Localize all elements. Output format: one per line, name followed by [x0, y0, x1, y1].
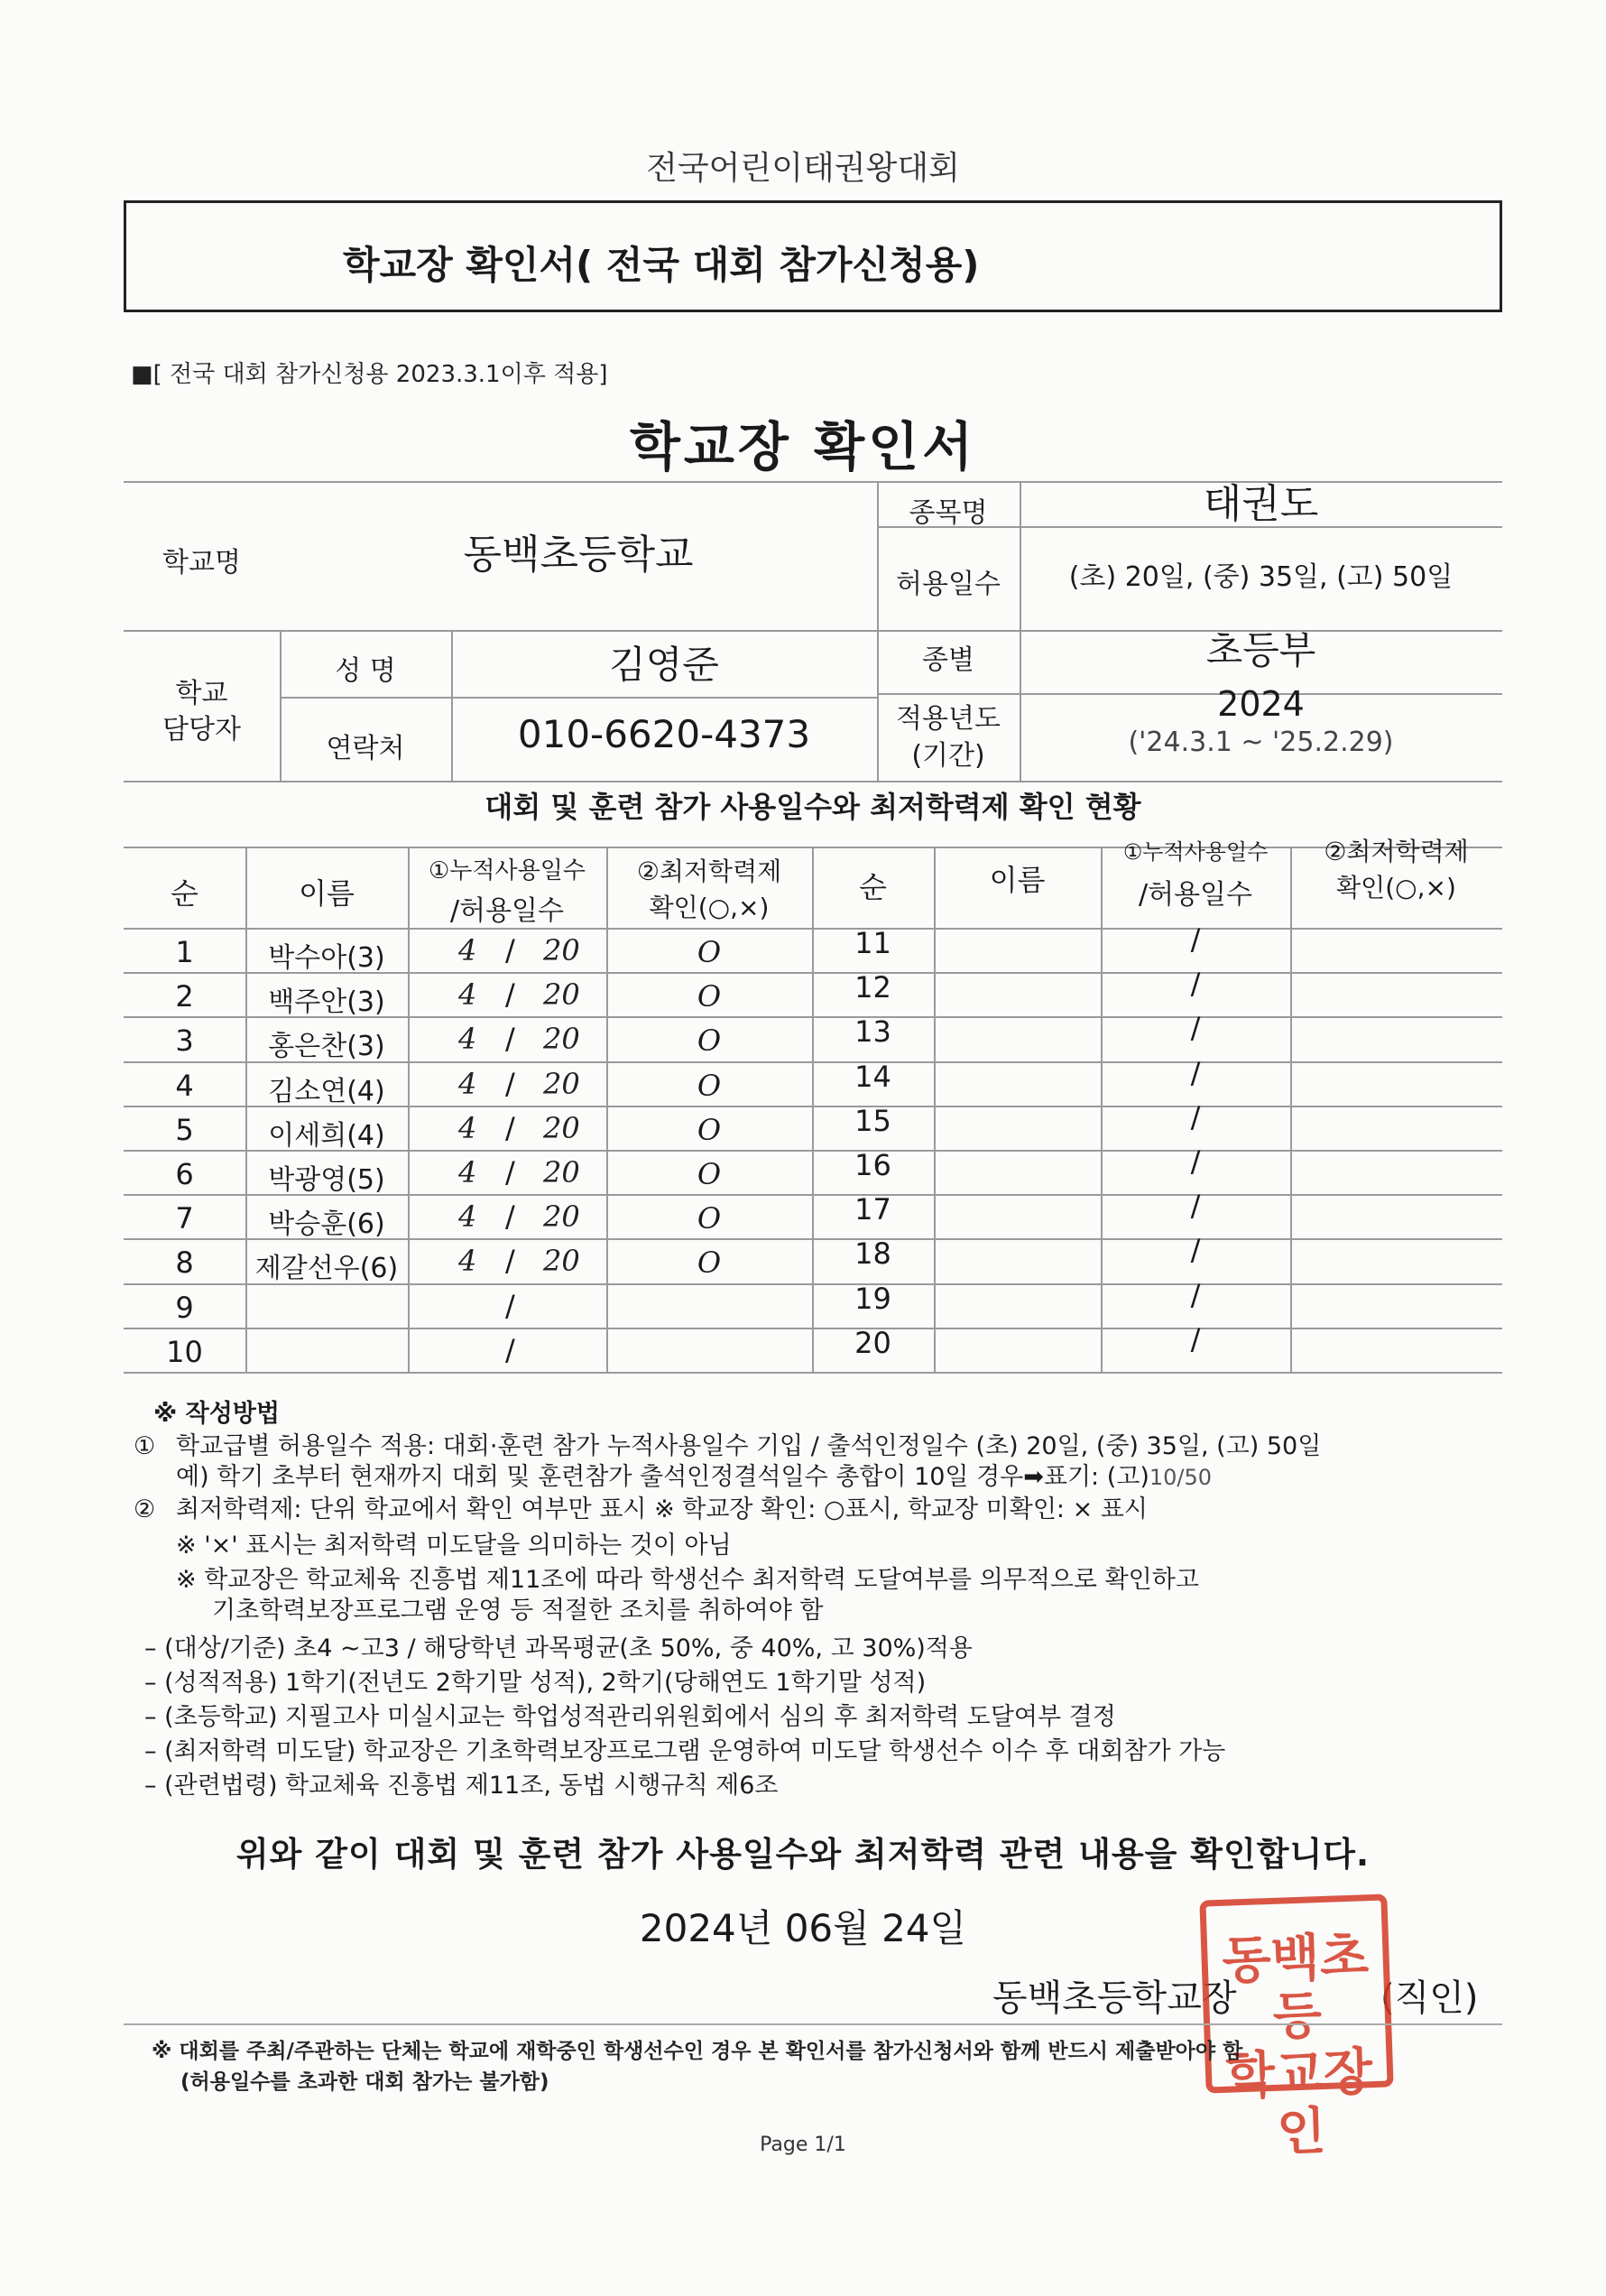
check-mark: O [697, 1068, 722, 1103]
header-name-left: 이름 [299, 876, 355, 911]
used-days: 4 [458, 1110, 477, 1145]
note-1-mark: ① [134, 1432, 156, 1460]
slash-mark: / [505, 1199, 515, 1235]
form-title: 학교장 확인서 [629, 416, 977, 477]
year-value: 2024 [1217, 684, 1305, 724]
row-number: 11 [854, 926, 891, 960]
year-label-1: 적용년도 [896, 703, 1001, 735]
used-days: 4 [458, 1155, 477, 1190]
header-check-2-left: 확인(○,×) [649, 893, 770, 922]
note-2-line-4: 기초학력보장프로그램 운영 등 적절한 조치를 취하여야 함 [212, 1597, 824, 1625]
allowed-days: 20 [543, 1155, 580, 1190]
note-2-line-3: ※ 학교장은 학교체육 진흥법 제11조에 따라 학생선수 최저학력 도달여부를 의무적으로 확인하고 [176, 1566, 1199, 1594]
confirm-date: 2024년 06월 24일 [639, 1906, 967, 1950]
manager-label-1: 학교 [175, 678, 228, 709]
sport-label: 종목명 [909, 497, 988, 529]
row-number: 18 [854, 1236, 891, 1272]
school-value: 동백초등학교 [463, 532, 694, 578]
slash-mark: / [505, 1022, 515, 1057]
status-title: 대회 및 훈련 참가 사용일수와 최저학력제 확인 현황 [485, 790, 1141, 824]
used-days: 4 [458, 933, 477, 967]
row-number: 7 [175, 1201, 194, 1236]
note-1-line-2b: 표기: (고) [1043, 1463, 1149, 1491]
slash-mark: / [1190, 1189, 1201, 1224]
slash-mark: / [505, 977, 515, 1013]
note-1-line-2-text: 예) 학기 초부터 현재까지 대회 및 훈련참가 출석인정결석일수 총합이 10일 경우 [176, 1463, 1024, 1491]
manager-label-2: 담당자 [162, 714, 241, 745]
check-mark: O [697, 1157, 722, 1191]
detail-5: – (관련법령) 학교체육 진흥법 제11조, 동법 시행규칙 제6조 [144, 1772, 779, 1800]
allowed-days: 20 [543, 1066, 580, 1101]
row-number: 10 [166, 1334, 203, 1369]
signer-name: 동백초등학교장 [992, 1977, 1237, 2019]
slash-mark: / [505, 1332, 515, 1367]
category-label: 종별 [922, 644, 974, 676]
name-label: 성 명 [335, 655, 396, 687]
slash-mark: / [505, 933, 515, 967]
slash-mark: / [505, 1110, 515, 1145]
seal-label: (직인) [1380, 1977, 1479, 2019]
slash-mark: / [505, 1288, 515, 1323]
subtitle-note: ■[ 전국 대회 참가신청용 2023.3.1이후 적용] [131, 361, 608, 388]
footer-note-1: ※ 대회를 주최/주관하는 단체는 학교에 재학중인 학생선수인 경우 본 확인서를 참가신청서와 함께 반드시 제출받아야 함 [152, 2040, 1243, 2063]
student-name: 이세희(4) [268, 1119, 385, 1152]
note-2-line-1: 최저학력제: 단위 학교에서 확인 여부만 표시 ※ 학교장 확인: ○표시, 학교장 미확인: × 표시 [176, 1495, 1148, 1523]
row-number: 15 [854, 1103, 891, 1138]
slash-mark: / [1190, 1144, 1201, 1179]
year-label-2: (기간) [911, 740, 985, 772]
note-1-line-1: 학교급별 허용일수 적용: 대회·훈련 참가 누적사용일수 기입 / 출석인정일수 (초) 20일, (중) 35일, (고) 50일 [176, 1432, 1322, 1460]
row-number: 2 [175, 979, 194, 1014]
header-no-right: 순 [859, 870, 887, 904]
student-name: 박수아(3) [268, 942, 385, 974]
banner-title: 학교장 확인서( 전국 대회 참가신청용) [343, 243, 980, 287]
row-number: 12 [854, 970, 891, 1005]
slash-mark: / [1190, 1321, 1201, 1356]
row-number: 20 [854, 1325, 891, 1360]
category-value: 초등부 [1205, 628, 1316, 672]
notes-heading: ※ 작성방법 [153, 1400, 280, 1428]
row-number: 17 [854, 1192, 891, 1227]
slash-mark: / [505, 1244, 515, 1279]
check-mark: O [697, 1201, 722, 1236]
header-days-2-right: /허용일수 [1138, 879, 1253, 911]
student-name: 홍은찬(3) [268, 1031, 385, 1063]
detail-1: – (대상/기준) 초4 ~고3 / 해당학년 과목평균(초 50%, 중 40%, 고 30%)적용 [144, 1634, 973, 1662]
row-number: 19 [854, 1281, 891, 1316]
event-name: 전국어린이태권왕대회 [646, 150, 960, 187]
note-1-line-2 [176, 1462, 1212, 1493]
header-check-2-right: 확인(○,×) [1336, 873, 1456, 903]
student-name: 박광영(5) [268, 1164, 385, 1196]
header-check-1-right: ②최저학력제 [1324, 837, 1469, 866]
period-value: ('24.3.1 ~ '25.2.29) [1128, 727, 1394, 758]
student-name: 박승훈(6) [268, 1208, 385, 1241]
check-mark: O [697, 935, 722, 969]
check-mark: O [697, 1023, 722, 1059]
row-number: 14 [854, 1059, 891, 1094]
title-banner [124, 200, 1502, 312]
note-1-example: 10/50 [1149, 1465, 1213, 1490]
slash-mark: / [1190, 1011, 1201, 1046]
sport-value: 태권도 [1203, 481, 1319, 527]
header-name-right: 이름 [989, 863, 1046, 897]
allowed-days: 20 [543, 977, 580, 1013]
row-number: 16 [854, 1148, 891, 1182]
page-number: Page 1/1 [760, 2134, 846, 2156]
name-value: 김영준 [609, 643, 719, 687]
allowed-days: 20 [543, 1244, 580, 1279]
school-label: 학교명 [162, 547, 241, 579]
header-days-1-right: ①누적사용일수 [1122, 839, 1269, 865]
used-days: 4 [458, 1199, 477, 1235]
allowed-days: 20 [543, 1110, 580, 1145]
header-days-2-left: /허용일수 [449, 895, 565, 927]
row-number: 5 [175, 1112, 194, 1147]
row-number: 8 [175, 1245, 194, 1281]
days-label: 허용일수 [896, 569, 1001, 600]
slash-mark: / [1190, 1277, 1201, 1312]
used-days: 4 [458, 1244, 477, 1279]
stamp-line-1: 동백초등 [1221, 1927, 1370, 2047]
slash-mark: / [505, 1155, 515, 1190]
header-no-left: 순 [171, 876, 198, 911]
detail-4: – (최저학력 미도달) 학교장은 기초학력보장프로그램 운영하여 미도달 학생선수 이수 후 대회참가 가능 [144, 1737, 1226, 1765]
allowed-days: 20 [543, 933, 580, 967]
confirm-statement: 위와 같이 대회 및 훈련 참가 사용일수와 최저학력 관련 내용을 확인합니다. [235, 1835, 1371, 1874]
used-days: 4 [458, 1022, 477, 1057]
row-number: 6 [175, 1157, 194, 1191]
student-name: 김소연(4) [268, 1075, 385, 1107]
footer-note-2: (허용일수를 초과한 대회 참가는 불가함) [180, 2070, 549, 2094]
note-2-mark: ② [134, 1495, 156, 1523]
days-value: (초) 20일, (중) 35일, (고) 50일 [1068, 561, 1454, 593]
header-check-1-left: ②최저학력제 [636, 856, 782, 886]
row-number: 4 [175, 1068, 194, 1103]
detail-2: – (성적적용) 1학기(전년도 2학기말 성적), 2학기(당해연도 1학기말 성적) [144, 1669, 927, 1697]
check-mark: O [697, 979, 722, 1014]
student-name: 제갈선우(6) [254, 1253, 399, 1285]
slash-mark: / [505, 1066, 515, 1101]
note-2-line-2: ※ '×' 표시는 최저학력 미도달을 의미하는 것이 아님 [176, 1532, 732, 1560]
check-mark: O [697, 1112, 722, 1147]
stamp-line-2: 학교장인 [1224, 2042, 1374, 2162]
slash-mark: / [1190, 922, 1201, 957]
used-days: 4 [458, 1066, 477, 1101]
slash-mark: / [1190, 967, 1201, 1002]
allowed-days: 20 [543, 1199, 580, 1235]
contact-label: 연락처 [326, 733, 405, 764]
row-number: 9 [175, 1290, 194, 1325]
detail-3: – (초등학교) 지필고사 미실시교는 학업성적관리위원회에서 심의 후 최저학력 도달여부 결정 [144, 1703, 1116, 1731]
header-days-1-left: ①누적사용일수 [428, 857, 586, 884]
check-mark: O [697, 1245, 722, 1281]
student-name: 백주안(3) [268, 986, 385, 1019]
slash-mark: / [1190, 1099, 1201, 1134]
row-number: 1 [175, 935, 194, 969]
used-days: 4 [458, 977, 477, 1013]
slash-mark: / [1190, 1055, 1201, 1090]
contact-value: 010-6620-4373 [517, 712, 811, 756]
allowed-days: 20 [543, 1022, 580, 1057]
row-number: 3 [175, 1023, 194, 1059]
slash-mark: / [1190, 1233, 1201, 1268]
row-number: 13 [854, 1014, 891, 1050]
arrow-icon: ➡ [1023, 1463, 1044, 1491]
